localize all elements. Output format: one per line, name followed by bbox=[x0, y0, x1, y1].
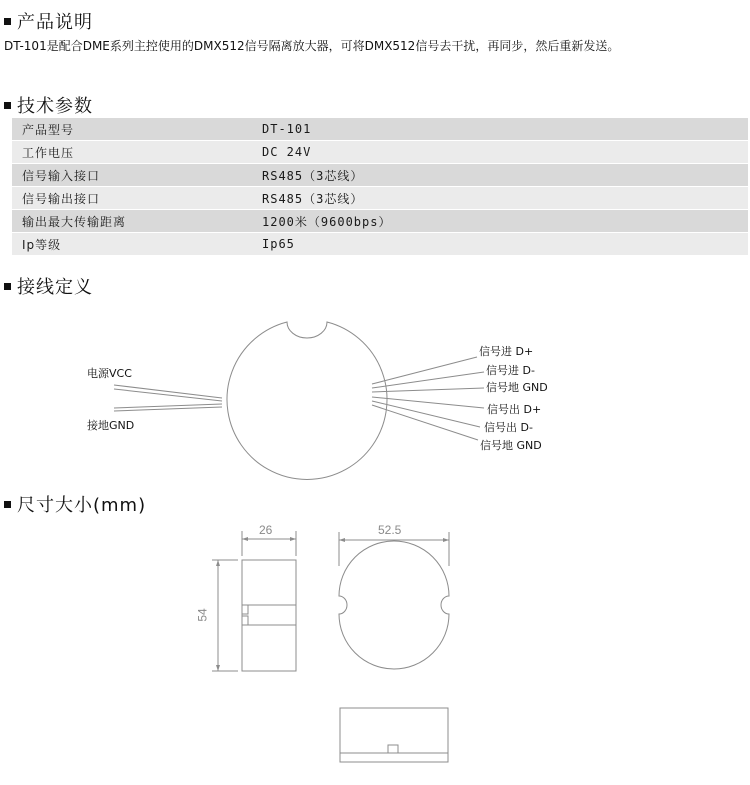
spec-value: 1200米（9600bps） bbox=[242, 210, 748, 233]
wire-label-out-gnd: 信号地 GND bbox=[480, 439, 542, 452]
wire-label-vcc: 电源VCC bbox=[87, 367, 132, 380]
height-dim-line bbox=[212, 560, 238, 671]
spec-value: DC 24V bbox=[242, 141, 748, 164]
side-view-outline bbox=[242, 560, 296, 671]
module-body-outline bbox=[227, 322, 387, 479]
product-intro: DT-101是配合DME系列主控使用的DMX512信号隔离放大器，可将DMX512信号去干扰，再同步，然后重新发送。 bbox=[4, 39, 620, 53]
spec-key: Ip等级 bbox=[12, 233, 242, 256]
wire-label-gnd: 接地GND bbox=[87, 419, 135, 432]
section-title-size-text: 尺寸大小(mm) bbox=[17, 495, 147, 516]
spec-key: 工作电压 bbox=[12, 141, 242, 164]
spec-value: Ip65 bbox=[242, 233, 748, 256]
dimension-width: 26 bbox=[259, 523, 273, 537]
front-view-port bbox=[388, 745, 398, 753]
spec-key: 信号输入接口 bbox=[12, 164, 242, 187]
dimension-diameter: 52.5 bbox=[378, 523, 402, 537]
spec-key: 产品型号 bbox=[12, 118, 242, 141]
spec-key: 输出最大传输距离 bbox=[12, 210, 242, 233]
wire-right-3 bbox=[372, 388, 484, 392]
wire-right-4 bbox=[372, 397, 484, 408]
top-view-outline bbox=[339, 541, 449, 669]
wire-left-vcc-2 bbox=[114, 389, 222, 401]
wire-left-vcc bbox=[114, 385, 222, 398]
spec-value: RS485（3芯线） bbox=[242, 164, 748, 187]
wire-label-out-dplus: 信号出 D+ bbox=[487, 403, 542, 416]
section-title-specs-text: 技术参数 bbox=[17, 96, 93, 117]
wire-right-1 bbox=[372, 357, 477, 384]
spec-key: 信号输出接口 bbox=[12, 187, 242, 210]
front-view-outline bbox=[340, 708, 448, 762]
dimension-height: 54 bbox=[195, 608, 210, 622]
wire-label-out-dminus: 信号出 D- bbox=[484, 421, 533, 434]
section-title-product-text: 产品说明 bbox=[17, 12, 93, 33]
section-title-wiring-text: 接线定义 bbox=[17, 277, 93, 298]
diameter-dim-line bbox=[339, 532, 449, 566]
wire-label-in-gnd: 信号地 GND bbox=[486, 381, 548, 394]
side-view-clip-upper bbox=[242, 605, 248, 614]
spec-value: RS485（3芯线） bbox=[242, 187, 748, 210]
wire-label-in-dplus: 信号进 D+ bbox=[479, 345, 534, 358]
side-view-clip-lower bbox=[242, 616, 248, 625]
spec-value: DT-101 bbox=[242, 118, 748, 141]
wire-label-in-dminus: 信号进 D- bbox=[486, 364, 535, 377]
